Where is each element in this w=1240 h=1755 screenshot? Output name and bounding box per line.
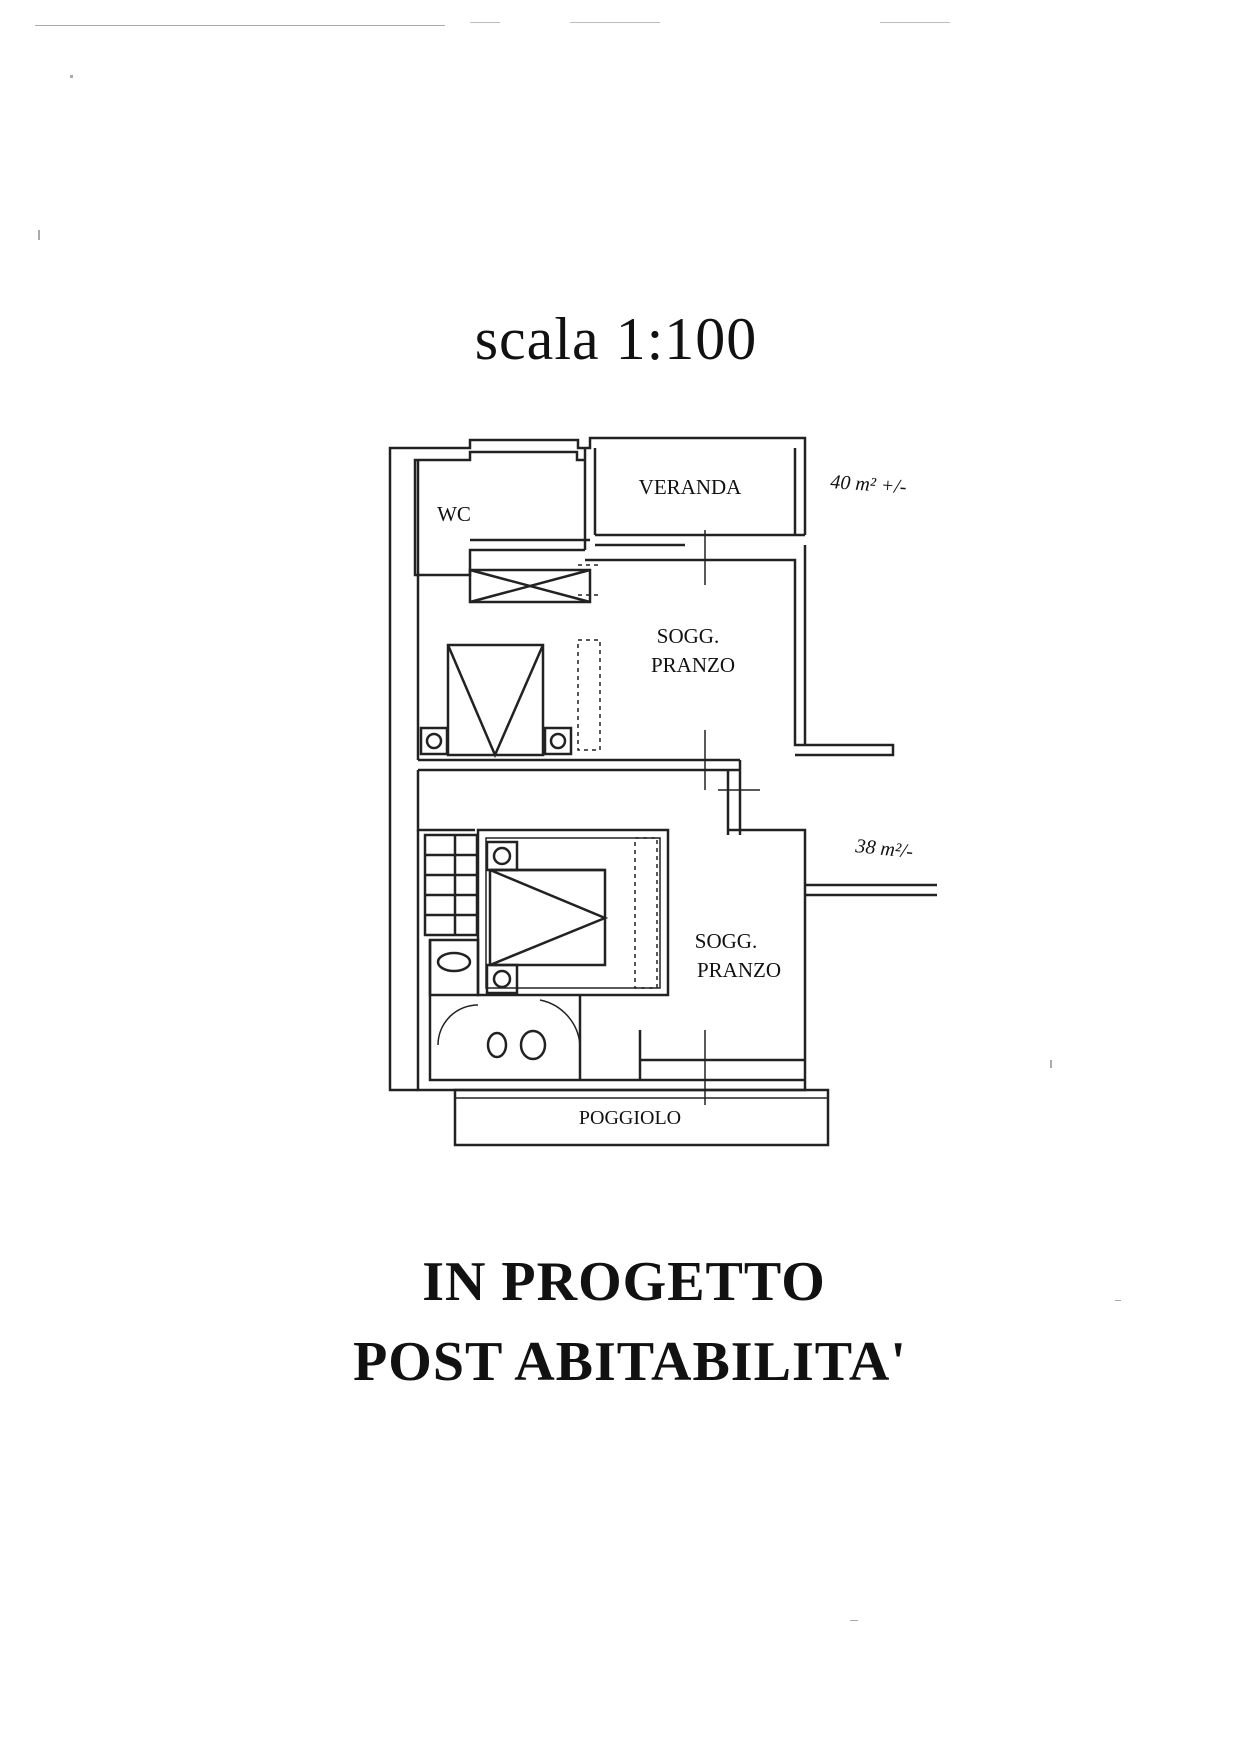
upper-living-wall bbox=[585, 560, 893, 755]
caption-line-1: IN PROGETTO bbox=[422, 1251, 826, 1313]
lower-bedroom-block bbox=[478, 830, 668, 995]
upper-outer-wall bbox=[390, 438, 805, 760]
caption-line-2: POST ABITABILITA' bbox=[353, 1331, 907, 1393]
lower-bathroom bbox=[430, 940, 478, 995]
room-label-upper-living-1: SOGG. bbox=[656, 624, 720, 648]
room-label-lower-living-1: SOGG. bbox=[694, 929, 758, 953]
lower-door-swing bbox=[540, 1000, 580, 1045]
room-label-lower-living-2: PRANZO bbox=[696, 958, 782, 982]
lower-area-note: 38 m²/- bbox=[854, 835, 915, 863]
lower-counter bbox=[635, 838, 657, 988]
room-label-upper-living-2: PRANZO bbox=[650, 653, 736, 677]
room-label-wc: WC bbox=[437, 502, 471, 526]
staircase bbox=[425, 835, 477, 935]
corridor-left-wall bbox=[390, 760, 418, 1090]
scale-label: scala 1:100 bbox=[474, 306, 758, 372]
upper-counter bbox=[578, 640, 600, 750]
upper-table bbox=[448, 645, 543, 755]
room-label-balcony: POGGIOLO bbox=[578, 1107, 682, 1129]
upper-inner-wall-left bbox=[415, 452, 585, 760]
upper-area-note: 40 m² +/- bbox=[829, 471, 908, 499]
lower-bed bbox=[490, 870, 605, 965]
room-label-veranda: VERANDA bbox=[638, 475, 742, 499]
